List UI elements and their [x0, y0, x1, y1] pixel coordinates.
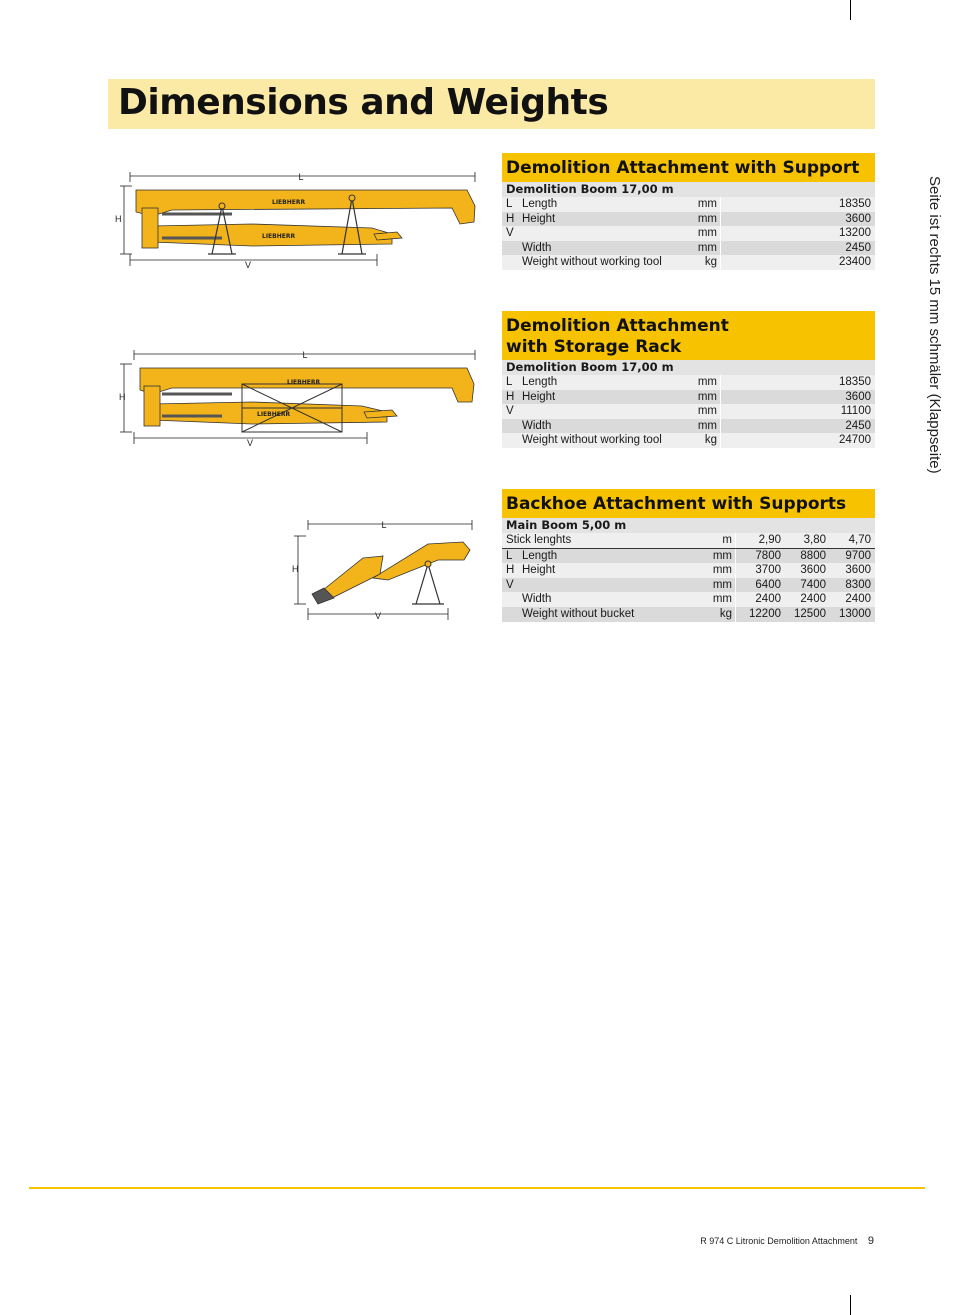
section-title: Demolition Attachment with Support: [502, 153, 875, 182]
section-title: Backhoe Attachment with Supports: [502, 489, 875, 518]
title-bar: [108, 79, 875, 129]
section-subtitle: Demolition Boom 17,00 m: [502, 182, 875, 197]
brand-logo-flipped: LIEBHERR: [262, 233, 296, 240]
footer-rule: [29, 1187, 925, 1189]
table-row: V mm 13200: [502, 226, 875, 241]
crop-mark-top: [850, 0, 851, 20]
table-header-row: Stick lenghts m 2,90 3,80 4,70: [502, 533, 875, 549]
dim-label-V-2: V: [246, 438, 254, 448]
table-row: L Length mm 7800 8800 9700: [502, 549, 875, 564]
table-row: Weight without working tool kg 24700: [502, 433, 875, 448]
drawing-backhoe: [288, 516, 478, 624]
footer-product: R 974 C Litronic Demolition Attachment: [700, 1236, 858, 1246]
boom-upper: [136, 190, 475, 224]
brand-logo-2b: LIEBHERR: [257, 411, 291, 418]
brand-logo-2: LIEBHERR: [287, 379, 321, 386]
table-row: Width mm 2450: [502, 419, 875, 434]
backhoe-boom: [373, 542, 470, 580]
dim-label-V: V: [244, 260, 252, 270]
table-row: L Length mm 18350: [502, 197, 875, 212]
spec-table-demolition-storage-rack: [502, 311, 875, 448]
section-subtitle: Demolition Boom 17,00 m: [502, 360, 875, 375]
side-note: Seite ist rechts 15 mm schmäler (Klappseite): [926, 176, 943, 474]
page-title: Dimensions and Weights: [118, 82, 609, 123]
section-subtitle: Main Boom 5,00 m: [502, 518, 875, 533]
table-row: L Length mm 18350: [502, 375, 875, 390]
table-row: Width mm 2400 2400 2400: [502, 592, 875, 607]
table-row: Width mm 2450: [502, 241, 875, 256]
dim-label-L: L: [298, 172, 304, 182]
drawing-demolition-storage-rack: [112, 346, 482, 448]
drawing-demolition-support: [112, 168, 482, 270]
dim-label-V-3: V: [374, 611, 382, 621]
section-title-line-1: Demolition Attachment: [506, 316, 729, 336]
page-number: 9: [867, 1235, 874, 1247]
spec-table-backhoe: [502, 489, 875, 622]
crop-mark-bottom: [850, 1295, 851, 1315]
dim-label-L-3: L: [381, 520, 387, 530]
footer: [700, 1235, 874, 1247]
table-row: V mm 6400 7400 8300: [502, 578, 875, 593]
section-title-line-2: with Storage Rack: [506, 337, 682, 357]
table-row: Weight without working tool kg 23400: [502, 255, 875, 270]
dim-label-H-2: H: [119, 392, 126, 402]
spec-table-demolition-support: [502, 153, 875, 270]
table-row: H Height mm 3600: [502, 390, 875, 405]
table-row: Weight without bucket kg 12200 12500 13000: [502, 607, 875, 622]
table-row: H Height mm 3700 3600 3600: [502, 563, 875, 578]
brand-logo: LIEBHERR: [272, 199, 306, 206]
table-row: H Height mm 3600: [502, 212, 875, 227]
section-title: [502, 311, 875, 360]
dim-label-L-2: L: [302, 350, 308, 360]
dim-label-H: H: [115, 214, 122, 224]
table-row: V mm 11100: [502, 404, 875, 419]
dim-label-H-3: H: [292, 564, 299, 574]
